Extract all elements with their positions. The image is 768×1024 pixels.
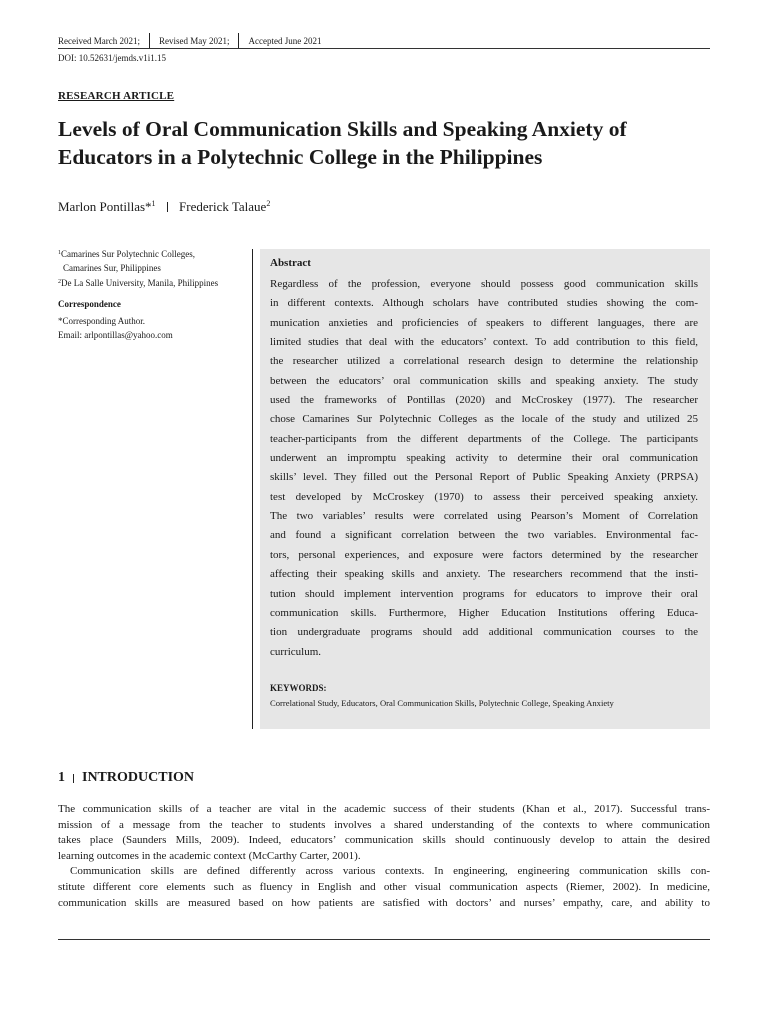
body-line: stitute different core elements such as fluency in English and other visual communication aspects (Riemer, 2002). In medicine, <box>58 880 710 893</box>
header-rule <box>58 48 710 49</box>
abstract-line: between the educators’ oral communication skills and speaking anxiety. The study <box>270 374 698 387</box>
abstract-line: The two variables’ results were correlated using Pearson’s Moment of Correlation <box>270 510 698 523</box>
author-divider <box>167 202 168 212</box>
correspondence-email: Email: arlpontillas@yahoo.com <box>58 330 173 340</box>
abstract-text <box>270 275 698 662</box>
body-line: mission of a message from the teacher to students involves a shared understanding of the contexts to where communication <box>58 818 710 831</box>
body-line: learning outcomes in the academic context (McCarthy Carter, 2001). <box>58 849 361 862</box>
affiliation-text: Camarines Sur Polytechnic Colleges, <box>61 249 195 259</box>
affiliation-text: De La Salle University, Manila, Philippines <box>61 278 219 288</box>
correspondence-details <box>58 314 173 342</box>
received-date: Received March 2021; <box>58 36 140 46</box>
revised-date: Revised May 2021; <box>158 36 230 46</box>
section-title: INTRODUCTION <box>82 770 195 785</box>
abstract-line: in different contexts. Although scholars have contributed studies showing the com- <box>270 297 698 310</box>
abstract-line: tors, personal experiences, and exposure were factors determined by the researcher <box>270 548 698 561</box>
corresponding-note: *Corresponding Author. <box>58 316 145 326</box>
history-divider <box>149 33 150 49</box>
abstract-line: test developed by McCroskey (1970) to assess their perceived speaking anxiety. <box>270 490 698 503</box>
body-line: Communication skills are defined differently across various contexts. In engineering, engineering communication skills con- <box>70 865 710 878</box>
article-title <box>58 115 710 171</box>
abstract-panel <box>260 249 710 729</box>
abstract-line: and found a significant correlation between the two variables. Environmental fac- <box>270 529 698 542</box>
section-divider <box>73 774 74 783</box>
correspondence-heading: Correspondence <box>58 299 121 309</box>
affiliations <box>58 246 248 290</box>
abstract-line: tion undergraduate programs should add additional communication courses to the <box>270 626 698 639</box>
body-line: communication skills are measured based on how patients are satisfied with doctors’ and nurses’ empathy, care, and ability to <box>58 896 710 909</box>
history-divider <box>238 33 239 49</box>
body-line: takes place (Saunders Mills, 2009). Indeed, educators’ communication skills should continuously develop to attain the desired <box>58 834 710 847</box>
abstract-box <box>252 249 710 729</box>
affiliation-ref: 2 <box>266 199 271 208</box>
footer-rule <box>58 939 710 940</box>
affiliation <box>58 246 248 261</box>
abstract-line: teacher-participants from the different departments of the College. The participants <box>270 432 698 445</box>
abstract-line: used the frameworks of Pontillas (2020) and McCroskey (1977). The researcher <box>270 394 698 407</box>
affiliation-number: 1 <box>58 250 61 256</box>
affiliation <box>58 275 248 290</box>
author-name: Marlon Pontillas <box>58 199 146 214</box>
affiliation-ref: 1 <box>151 199 156 208</box>
abstract-line: tution should implement intervention programs for educators to improve their oral <box>270 587 698 600</box>
abstract-line: communication skills. Furthermore, Higher Education Institutions offering Educa- <box>270 606 698 619</box>
body-line: The communication skills of a teacher are vital in the academic success of their students (Khan et al., 2017). Successful trans- <box>58 803 710 815</box>
keywords: Correlational Study, Educators, Oral Communication Skills, Polytechnic College, Speaking Anxiety <box>270 698 614 708</box>
abstract-line: munication anxieties and proficiencies of speakers to different languages, there are <box>270 316 698 329</box>
abstract-rule <box>252 249 253 729</box>
corresponding-mark: * <box>145 199 152 214</box>
abstract-line: Regardless of the profession, everyone should possess good communication skills <box>270 278 698 290</box>
section-number: 1 <box>58 770 65 785</box>
accepted-date: Accepted June 2021 <box>248 36 322 46</box>
article-type: RESEARCH ARTICLE <box>58 90 175 102</box>
abstract-line: underwent an impromptu speaking activity to determine their oral communication <box>270 452 698 465</box>
abstract-line: affecting their speaking skills and anxiety. The researchers recommend that the insti- <box>270 568 698 581</box>
abstract-line: the researcher utilized a correlational research design to determine the relationship <box>270 355 698 368</box>
affiliation-number: 2 <box>58 279 61 285</box>
keywords-heading: KEYWORDS: <box>270 683 327 693</box>
doi: DOI: 10.52631/jemds.v1i1.15 <box>58 53 166 63</box>
author-name: Frederick Talaue <box>179 199 267 214</box>
abstract-heading: Abstract <box>270 257 311 269</box>
abstract-line: chose Camarines Sur Polytechnic Colleges as the locale of the study and utilized 25 <box>270 413 698 426</box>
abstract-line: skills’ level. They filled out the Personal Report of Public Speaking Anxiety (PRPSA) <box>270 471 698 484</box>
title-line: Educators in a Polytechnic College in the Philippines <box>58 145 543 169</box>
title-line: Levels of Oral Communication Skills and Speaking Anxiety of <box>58 117 627 141</box>
affiliation-continued: Camarines Sur, Philippines <box>63 263 161 273</box>
author-list <box>58 199 270 215</box>
article-page <box>58 0 710 1024</box>
introduction-text <box>58 802 710 911</box>
section-heading <box>58 770 194 786</box>
abstract-line: curriculum. <box>270 645 322 658</box>
article-history <box>58 33 321 49</box>
abstract-line: limited studies that deal with the educators’ context. To add contribution to this field, <box>270 336 698 349</box>
